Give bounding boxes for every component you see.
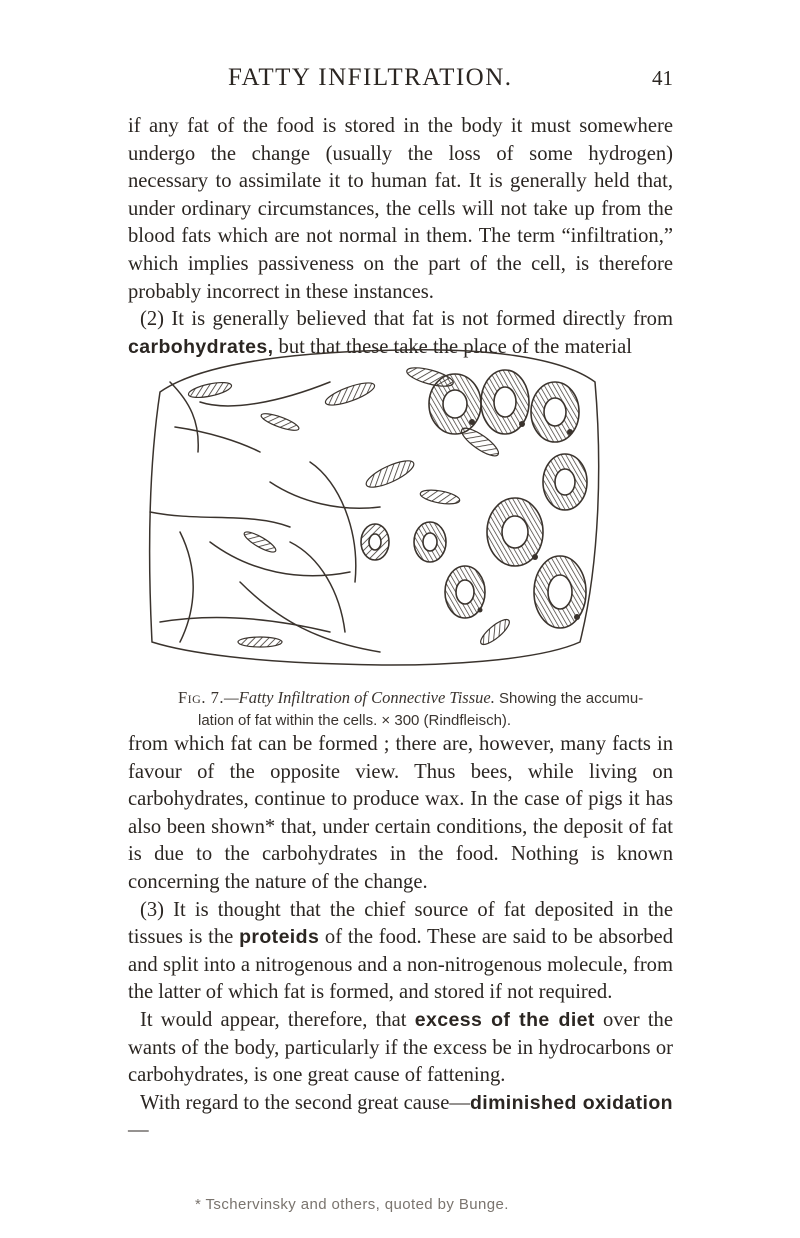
- figure-label: Fig. 7.: [178, 688, 224, 707]
- paragraph-2-continued: from which fat can be formed ; there are, however, many facts in favour of the opposite view. Thus bees, while living on carbohydrates, continue to produce wax. In the case of pigs it has also been shown* that, under certain conditions, the deposit of fat is due to the carbohydrates in the food. Nothing is known concerning the nature of the change.: [128, 733, 673, 893]
- footnote: * Tschervinsky and others, quoted by Bunge.: [195, 1196, 509, 1213]
- bottom-text-block: [128, 731, 673, 1145]
- figure-caption: [178, 687, 668, 732]
- paragraph-5: [128, 1090, 673, 1145]
- paragraph-3: [128, 897, 673, 1007]
- figure-title: —Fatty Infiltration of Connective Tissue.: [223, 688, 495, 707]
- keyword-proteids: proteids: [239, 926, 320, 949]
- keyword-carbohydrates: carbohydrates,: [128, 335, 274, 358]
- figure-illustration: [140, 342, 610, 678]
- paragraph-1: if any fat of the food is stored in the body it must somewhere undergo the change (usually the loss of some hydrogen) necessary to assimilate it to human fat. It is generally held that, under ordinary circumstances, the cells will not take up from the blood fats which are not normal in them. The term “infiltration,” which implies passiveness on the part of the cell, is therefore probably incorrect in these instances.: [128, 115, 673, 303]
- paragraph-4-end: over the wants of the body, particularly if the excess be in hydrocarbons or carbohydrates, is one great cause of fattening.: [128, 1008, 673, 1087]
- running-title: FATTY INFILTRATION.: [228, 64, 513, 91]
- top-text-block: [128, 113, 673, 361]
- paragraph-5-start: With regard to the second great cause—: [140, 1091, 470, 1114]
- keyword-diminished-oxidation: diminished oxidation: [469, 1091, 673, 1114]
- paragraph-4: [128, 1007, 673, 1090]
- paragraph-3-end: of the food. These are said to be absorbed and split into a nitrogenous and a non-nitrogenous molecule, from the latter of which fat is formed, and stored if not required.: [128, 926, 673, 1004]
- running-header: [0, 64, 800, 96]
- keyword-excess-diet: excess of the diet: [414, 1008, 595, 1031]
- figure-description-1: Showing the accumu-: [494, 690, 644, 707]
- paragraph-5-end: —: [128, 1119, 149, 1142]
- page-number: 41: [652, 66, 673, 90]
- paragraph-3-start: (3) It is thought that the chief source of fat deposited in the tissues is the: [128, 898, 673, 949]
- paragraph-4-start: It would appear, therefore, that: [140, 1008, 415, 1031]
- fatty-tissue-engraving: [140, 342, 610, 678]
- paragraph-2-end: but that these take the place of the material: [273, 335, 632, 358]
- paragraph-2-start: (2) It is generally believed that fat is not formed directly from: [140, 308, 673, 331]
- figure-description-2: lation of fat within the cells. × 300 (Rindfleisch).: [198, 712, 512, 729]
